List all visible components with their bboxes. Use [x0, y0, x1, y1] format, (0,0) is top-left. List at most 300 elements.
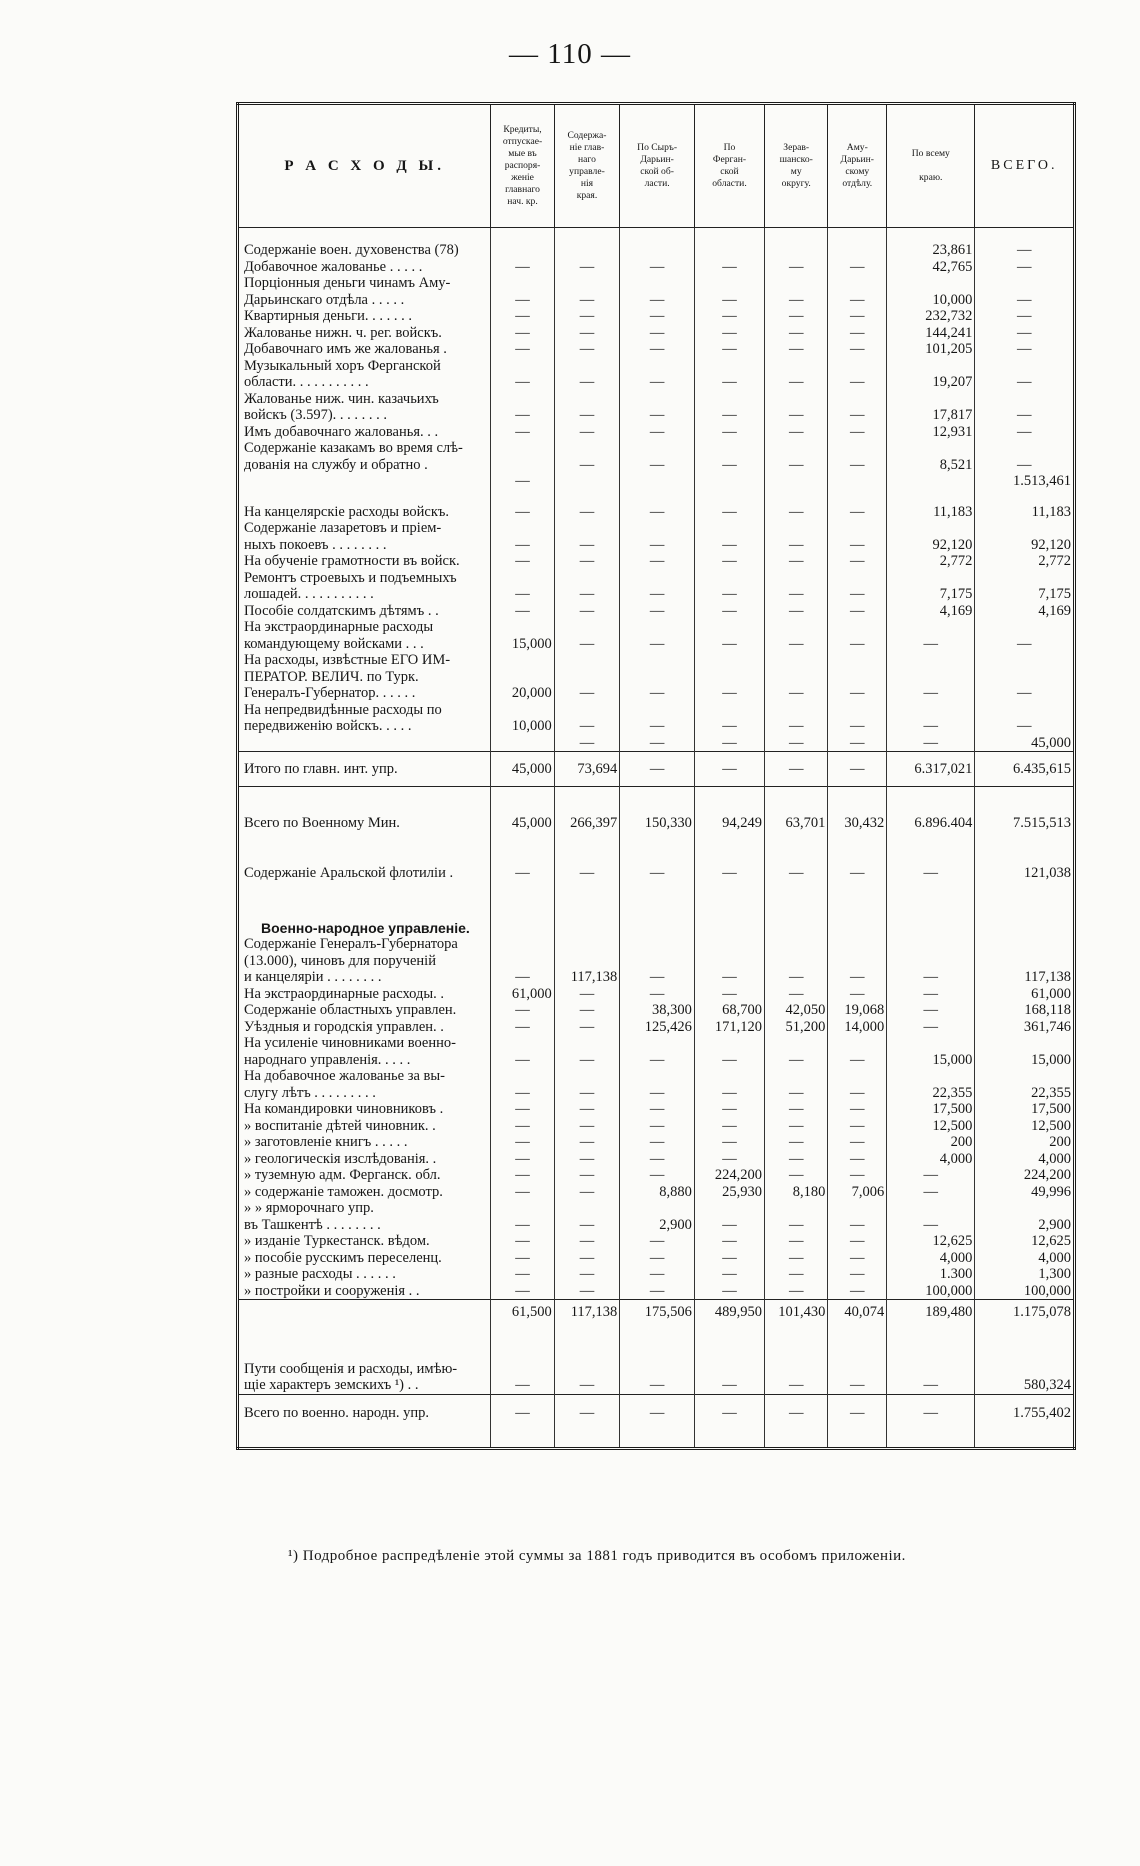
cell-credits: — — [491, 473, 554, 490]
cell-syr-darya: 8,880 — [620, 1184, 695, 1201]
cell-credits: — — [491, 603, 554, 620]
cell-syr-darya: — — [620, 1283, 695, 1300]
cell-syr-darya: — — [620, 341, 695, 358]
cell-main-admin: — — [554, 391, 620, 424]
cell-amu-darya: — — [828, 325, 887, 342]
table-row — [238, 424, 1075, 441]
row-label: Ремонтъ строевыхъ и подъемныхъ лошадей. . . . . . . . . . . — [238, 570, 491, 603]
cell-main-admin: — — [554, 325, 620, 342]
cell-fergana: — — [694, 652, 764, 702]
cell-whole-region: 7,175 — [887, 570, 975, 603]
cell-total: 15,000 — [975, 1035, 1075, 1068]
cell-main-admin: — — [554, 1035, 620, 1068]
cell-fergana: — — [694, 424, 764, 441]
row-label: Жалованье ниж. чин. казачьихъ войскъ (3.597). . . . . . . . — [238, 391, 491, 424]
cell-total — [975, 490, 1075, 504]
cell-credits: — — [491, 1167, 554, 1184]
cell-total: 117,138 — [975, 936, 1075, 986]
cell-total: — — [975, 424, 1075, 441]
cell-zeravshan: — — [765, 259, 828, 276]
cell-amu-darya: — — [828, 735, 887, 752]
cell-whole-region: 6.317,021 — [887, 752, 975, 787]
cell-amu-darya — [828, 490, 887, 504]
cell-credits: — — [491, 325, 554, 342]
table-row — [238, 752, 1075, 787]
cell-fergana: — — [694, 1283, 764, 1300]
row-label: Жалованье нижн. ч. рег. войскъ. — [238, 325, 491, 342]
cell-fergana: — — [694, 702, 764, 735]
cell-whole-region: — — [887, 1200, 975, 1233]
cell-fergana: — — [694, 358, 764, 391]
cell-syr-darya: — — [620, 358, 695, 391]
cell-total: 2,900 — [975, 1200, 1075, 1233]
cell-amu-darya: — — [828, 652, 887, 702]
cell-total: 1.513,461 — [975, 473, 1075, 490]
table-row — [238, 358, 1075, 391]
cell-zeravshan: — — [765, 1233, 828, 1250]
row-label: Содержаніе воен. духовенства (78) — [238, 228, 491, 259]
row-label: Порціонныя деньги чинамъ Аму- Дарьинскаго отдѣла . . . . . — [238, 275, 491, 308]
cell-total: 7,175 — [975, 570, 1075, 603]
cell-whole-region: — — [887, 702, 975, 735]
cell-whole-region: 200 — [887, 1134, 975, 1151]
cell-credits: — — [491, 1019, 554, 1036]
cell-fergana: — — [694, 1068, 764, 1101]
cell-syr-darya: — — [620, 520, 695, 553]
cell-main-admin: — — [554, 1266, 620, 1283]
row-label: Содержаніе казакамъ во время слѣ- дованія на службу и обратно . — [238, 440, 491, 473]
cell-credits: — — [491, 553, 554, 570]
cell-fergana: — — [694, 1266, 764, 1283]
cell-amu-darya: — — [828, 391, 887, 424]
row-label: Содержаніе Аральской флотиліи . — [238, 839, 491, 890]
cell-main-admin: — — [554, 1394, 620, 1449]
cell-zeravshan: — — [765, 341, 828, 358]
cell-amu-darya: — — [828, 1200, 887, 1233]
cell-whole-region: 12,625 — [887, 1233, 975, 1250]
cell-total: — — [975, 440, 1075, 473]
cell-amu-darya: — — [828, 1233, 887, 1250]
cell-total: 580,324 — [975, 1321, 1075, 1395]
table-row — [238, 652, 1075, 702]
cell-total: — — [975, 308, 1075, 325]
cell-amu-darya: — — [828, 504, 887, 521]
cell-amu-darya: — — [828, 520, 887, 553]
cell-credits: — — [491, 1002, 554, 1019]
cell-credits: 15,000 — [491, 619, 554, 652]
cell-fergana: — — [694, 619, 764, 652]
cell-amu-darya: 14,000 — [828, 1019, 887, 1036]
cell-zeravshan: — — [765, 1167, 828, 1184]
cell-zeravshan: — — [765, 603, 828, 620]
cell-zeravshan: — — [765, 1035, 828, 1068]
table-row — [238, 1200, 1075, 1233]
cell-zeravshan — [765, 890, 828, 937]
cell-zeravshan — [765, 228, 828, 259]
cell-main-admin: — — [554, 1321, 620, 1395]
cell-fergana — [694, 490, 764, 504]
cell-total: 1.755,402 — [975, 1394, 1075, 1449]
cell-fergana: 25,930 — [694, 1184, 764, 1201]
cell-total: 200 — [975, 1134, 1075, 1151]
cell-main-admin: 266,397 — [554, 786, 620, 839]
cell-fergana: — — [694, 1134, 764, 1151]
cell-syr-darya: — — [620, 1394, 695, 1449]
cell-zeravshan: — — [765, 986, 828, 1003]
table-row — [238, 1101, 1075, 1118]
table-row — [238, 391, 1075, 424]
cell-zeravshan: — — [765, 1101, 828, 1118]
cell-main-admin: — — [554, 1233, 620, 1250]
cell-syr-darya: — — [620, 1167, 695, 1184]
cell-total: 12,625 — [975, 1233, 1075, 1250]
cell-zeravshan: — — [765, 1118, 828, 1135]
cell-credits: — — [491, 1134, 554, 1151]
cell-whole-region: — — [887, 652, 975, 702]
table-row — [238, 890, 1075, 937]
cell-main-admin: — — [554, 735, 620, 752]
cell-zeravshan: — — [765, 619, 828, 652]
row-label: На экстраординарные расходы. . — [238, 986, 491, 1003]
cell-whole-region — [887, 490, 975, 504]
cell-zeravshan: — — [765, 325, 828, 342]
cell-amu-darya: — — [828, 1321, 887, 1395]
cell-main-admin: — — [554, 358, 620, 391]
row-label: На усиленіе чиновниками военно- народнаго управленія. . . . . — [238, 1035, 491, 1068]
cell-credits: — — [491, 520, 554, 553]
cell-whole-region: 19,207 — [887, 358, 975, 391]
cell-main-admin: — — [554, 619, 620, 652]
cell-amu-darya: — — [828, 1035, 887, 1068]
cell-syr-darya: — — [620, 619, 695, 652]
cell-syr-darya: — — [620, 1321, 695, 1395]
cell-zeravshan: — — [765, 735, 828, 752]
cell-zeravshan: — — [765, 504, 828, 521]
cell-credits: — — [491, 1035, 554, 1068]
cell-whole-region: — — [887, 1002, 975, 1019]
cell-credits: 10,000 — [491, 702, 554, 735]
cell-main-admin: — — [554, 504, 620, 521]
cell-fergana — [694, 228, 764, 259]
table-row — [238, 1035, 1075, 1068]
cell-fergana: 94,249 — [694, 786, 764, 839]
table-row — [238, 986, 1075, 1003]
row-label: » геологическія изслѣдованія. . — [238, 1151, 491, 1168]
cell-credits: — — [491, 839, 554, 890]
cell-fergana: — — [694, 1151, 764, 1168]
row-label: На экстраординарные расходы командующему войсками . . . — [238, 619, 491, 652]
cell-amu-darya: — — [828, 603, 887, 620]
cell-syr-darya: 38,300 — [620, 1002, 695, 1019]
cell-syr-darya: 150,330 — [620, 786, 695, 839]
cell-amu-darya: — — [828, 839, 887, 890]
row-label: Музыкальный хоръ Ферганской области. . . . . . . . . . . — [238, 358, 491, 391]
row-label: На добавочное жалованье за вы- слугу лѣтъ . . . . . . . . . — [238, 1068, 491, 1101]
cell-amu-darya: — — [828, 424, 887, 441]
cell-zeravshan: — — [765, 839, 828, 890]
cell-amu-darya: — — [828, 1250, 887, 1267]
cell-fergana: — — [694, 839, 764, 890]
row-label: Всего по военно. народн. упр. — [238, 1394, 491, 1449]
cell-zeravshan: 8,180 — [765, 1184, 828, 1201]
cell-main-admin: — — [554, 1184, 620, 1201]
cell-amu-darya: — — [828, 1167, 887, 1184]
cell-fergana: — — [694, 1101, 764, 1118]
table-row — [238, 1321, 1075, 1395]
cell-total: 61,000 — [975, 986, 1075, 1003]
table-row — [238, 1250, 1075, 1267]
cell-amu-darya: — — [828, 619, 887, 652]
cell-main-admin — [554, 473, 620, 490]
cell-credits: 20,000 — [491, 652, 554, 702]
row-label: Содержаніе Генералъ-Губернатора (13.000), чиновъ для порученій и канцеляріи . . . . . . . . — [238, 936, 491, 986]
table-row — [238, 1151, 1075, 1168]
cell-credits: — — [491, 1283, 554, 1300]
cell-zeravshan: — — [765, 1068, 828, 1101]
cell-syr-darya: — — [620, 652, 695, 702]
cell-fergana: 489,950 — [694, 1300, 764, 1321]
row-label — [238, 473, 491, 490]
cell-syr-darya: — — [620, 570, 695, 603]
cell-main-admin: — — [554, 702, 620, 735]
cell-credits: — — [491, 391, 554, 424]
table-row — [238, 1266, 1075, 1283]
cell-total: 224,200 — [975, 1167, 1075, 1184]
cell-syr-darya: — — [620, 1266, 695, 1283]
table-row — [238, 308, 1075, 325]
cell-total: 4,000 — [975, 1250, 1075, 1267]
cell-fergana: — — [694, 1035, 764, 1068]
cell-total: — — [975, 652, 1075, 702]
cell-whole-region: 101,205 — [887, 341, 975, 358]
cell-fergana: — — [694, 520, 764, 553]
cell-total: — — [975, 358, 1075, 391]
cell-fergana: — — [694, 391, 764, 424]
cell-zeravshan: — — [765, 752, 828, 787]
cell-amu-darya: — — [828, 752, 887, 787]
cell-whole-region: — — [887, 839, 975, 890]
cell-syr-darya: — — [620, 308, 695, 325]
cell-whole-region: 8,521 — [887, 440, 975, 473]
row-label: » » ярморочнаго упр. въ Ташкентѣ . . . . . . . . — [238, 1200, 491, 1233]
row-label: » изданіе Туркестанск. вѣдом. — [238, 1233, 491, 1250]
cell-zeravshan: — — [765, 358, 828, 391]
cell-zeravshan: — — [765, 1321, 828, 1395]
table-row — [238, 936, 1075, 986]
table-row — [238, 473, 1075, 490]
table-row — [238, 570, 1075, 603]
cell-credits — [491, 228, 554, 259]
cell-zeravshan: — — [765, 424, 828, 441]
cell-main-admin: — — [554, 259, 620, 276]
cell-main-admin: 73,694 — [554, 752, 620, 787]
table-row — [238, 275, 1075, 308]
cell-fergana: — — [694, 275, 764, 308]
cell-syr-darya — [620, 490, 695, 504]
cell-whole-region: — — [887, 619, 975, 652]
cell-main-admin — [554, 890, 620, 937]
cell-amu-darya: — — [828, 1068, 887, 1101]
cell-credits: — — [491, 1321, 554, 1395]
table-row — [238, 1394, 1075, 1449]
cell-amu-darya: — — [828, 1266, 887, 1283]
cell-total: — — [975, 702, 1075, 735]
header-fergana: По Ферган- ской области. — [694, 104, 764, 228]
table-row — [238, 259, 1075, 276]
cell-whole-region: 12,500 — [887, 1118, 975, 1135]
cell-total: 4,169 — [975, 603, 1075, 620]
cell-syr-darya: 125,426 — [620, 1019, 695, 1036]
cell-main-admin: — — [554, 570, 620, 603]
row-label — [238, 490, 491, 504]
cell-amu-darya: — — [828, 341, 887, 358]
cell-main-admin: 117,138 — [554, 936, 620, 986]
cell-total: — — [975, 325, 1075, 342]
cell-credits: — — [491, 504, 554, 521]
cell-amu-darya: 40,074 — [828, 1300, 887, 1321]
cell-amu-darya: — — [828, 1134, 887, 1151]
cell-credits — [491, 890, 554, 937]
cell-total: — — [975, 341, 1075, 358]
row-label: Пособіе солдатскимъ дѣтямъ . . — [238, 603, 491, 620]
row-label: На обученіе грамотности въ войск. — [238, 553, 491, 570]
cell-fergana: 224,200 — [694, 1167, 764, 1184]
cell-main-admin: — — [554, 1283, 620, 1300]
cell-credits: — — [491, 1233, 554, 1250]
row-label: Итого по главн. инт. упр. — [238, 752, 491, 787]
row-label: Добавочное жалованье . . . . . — [238, 259, 491, 276]
cell-whole-region: — — [887, 986, 975, 1003]
cell-total: 121,038 — [975, 839, 1075, 890]
cell-syr-darya: — — [620, 936, 695, 986]
table-row — [238, 1184, 1075, 1201]
cell-whole-region: — — [887, 735, 975, 752]
cell-amu-darya: — — [828, 936, 887, 986]
row-label: На расходы, извѣстные ЕГО ИМ- ПЕРАТОР. ВЕЛИЧ. по Турк. Генералъ-Губернатор. . . . . . — [238, 652, 491, 702]
page-number: — 110 — — [509, 38, 631, 70]
cell-zeravshan: — — [765, 1250, 828, 1267]
cell-credits: — — [491, 1068, 554, 1101]
row-label: На непредвидѣнные расходы по передвиженію войскъ. . . . . — [238, 702, 491, 735]
table-row — [238, 786, 1075, 839]
row-label: » содержаніе таможен. досмотр. — [238, 1184, 491, 1201]
cell-zeravshan: — — [765, 275, 828, 308]
cell-main-admin: — — [554, 1151, 620, 1168]
table-row — [238, 1283, 1075, 1300]
cell-zeravshan — [765, 473, 828, 490]
cell-total: 11,183 — [975, 504, 1075, 521]
cell-total: 7.515,513 — [975, 786, 1075, 839]
row-label: Содержаніе лазаретовъ и пріем- ныхъ покоевъ . . . . . . . . — [238, 520, 491, 553]
cell-fergana: — — [694, 1200, 764, 1233]
cell-main-admin: — — [554, 1101, 620, 1118]
cell-whole-region: 4,169 — [887, 603, 975, 620]
cell-fergana: — — [694, 735, 764, 752]
cell-amu-darya: — — [828, 308, 887, 325]
cell-whole-region: — — [887, 1394, 975, 1449]
cell-credits: — — [491, 1200, 554, 1233]
cell-fergana: — — [694, 1233, 764, 1250]
cell-syr-darya: — — [620, 986, 695, 1003]
cell-syr-darya: — — [620, 424, 695, 441]
cell-amu-darya: — — [828, 358, 887, 391]
cell-whole-region: — — [887, 1167, 975, 1184]
cell-amu-darya: — — [828, 570, 887, 603]
cell-total: — — [975, 228, 1075, 259]
cell-fergana: — — [694, 553, 764, 570]
cell-amu-darya: — — [828, 1151, 887, 1168]
row-label — [238, 1300, 491, 1321]
cell-amu-darya: — — [828, 986, 887, 1003]
cell-whole-region: 189,480 — [887, 1300, 975, 1321]
cell-amu-darya: — — [828, 1283, 887, 1300]
cell-whole-region: — — [887, 936, 975, 986]
row-label — [238, 735, 491, 752]
header-row — [238, 104, 1075, 228]
table-row — [238, 325, 1075, 342]
cell-whole-region: 15,000 — [887, 1035, 975, 1068]
cell-syr-darya: 2,900 — [620, 1200, 695, 1233]
cell-total: 12,500 — [975, 1118, 1075, 1135]
row-label: » заготовленіе книгъ . . . . . — [238, 1134, 491, 1151]
cell-zeravshan: 63,701 — [765, 786, 828, 839]
cell-zeravshan: — — [765, 553, 828, 570]
cell-zeravshan: — — [765, 652, 828, 702]
table-row — [238, 490, 1075, 504]
row-label: Уѣздныя и городскія управлен. . — [238, 1019, 491, 1036]
cell-syr-darya: — — [620, 391, 695, 424]
cell-credits: — — [491, 341, 554, 358]
table-row — [238, 553, 1075, 570]
cell-syr-darya: — — [620, 839, 695, 890]
cell-whole-region: 4,000 — [887, 1250, 975, 1267]
table-row — [238, 1134, 1075, 1151]
cell-syr-darya: — — [620, 440, 695, 473]
cell-zeravshan: — — [765, 1200, 828, 1233]
cell-whole-region: 1.300 — [887, 1266, 975, 1283]
cell-credits: — — [491, 1118, 554, 1135]
cell-credits — [491, 490, 554, 504]
cell-whole-region: — — [887, 1019, 975, 1036]
row-label: Содержаніе областныхъ управлен. — [238, 1002, 491, 1019]
cell-total: — — [975, 259, 1075, 276]
expenses-table — [236, 102, 1076, 1450]
cell-zeravshan: — — [765, 702, 828, 735]
cell-fergana: — — [694, 1118, 764, 1135]
footnote: ¹) Подробное распредѣленіе этой суммы за 1881 годъ приводится въ особомъ приложеніи. — [288, 1548, 906, 1564]
cell-whole-region: 144,241 — [887, 325, 975, 342]
table-row — [238, 341, 1075, 358]
cell-zeravshan: — — [765, 1151, 828, 1168]
row-label: Добавочнаго имъ же жалованья . — [238, 341, 491, 358]
cell-syr-darya: — — [620, 325, 695, 342]
table-row — [238, 1118, 1075, 1135]
row-label: На командировки чиновниковъ . — [238, 1101, 491, 1118]
cell-syr-darya: — — [620, 1035, 695, 1068]
cell-credits: — — [491, 424, 554, 441]
cell-total — [975, 890, 1075, 937]
cell-amu-darya: — — [828, 702, 887, 735]
table-row — [238, 1233, 1075, 1250]
cell-total: 22,355 — [975, 1068, 1075, 1101]
cell-syr-darya: — — [620, 735, 695, 752]
cell-main-admin — [554, 228, 620, 259]
cell-syr-darya: — — [620, 553, 695, 570]
cell-total: — — [975, 391, 1075, 424]
cell-main-admin: — — [554, 1134, 620, 1151]
header-amu-darya: Аму- Дарьин- скому отдѣлу. — [828, 104, 887, 228]
cell-zeravshan: — — [765, 308, 828, 325]
